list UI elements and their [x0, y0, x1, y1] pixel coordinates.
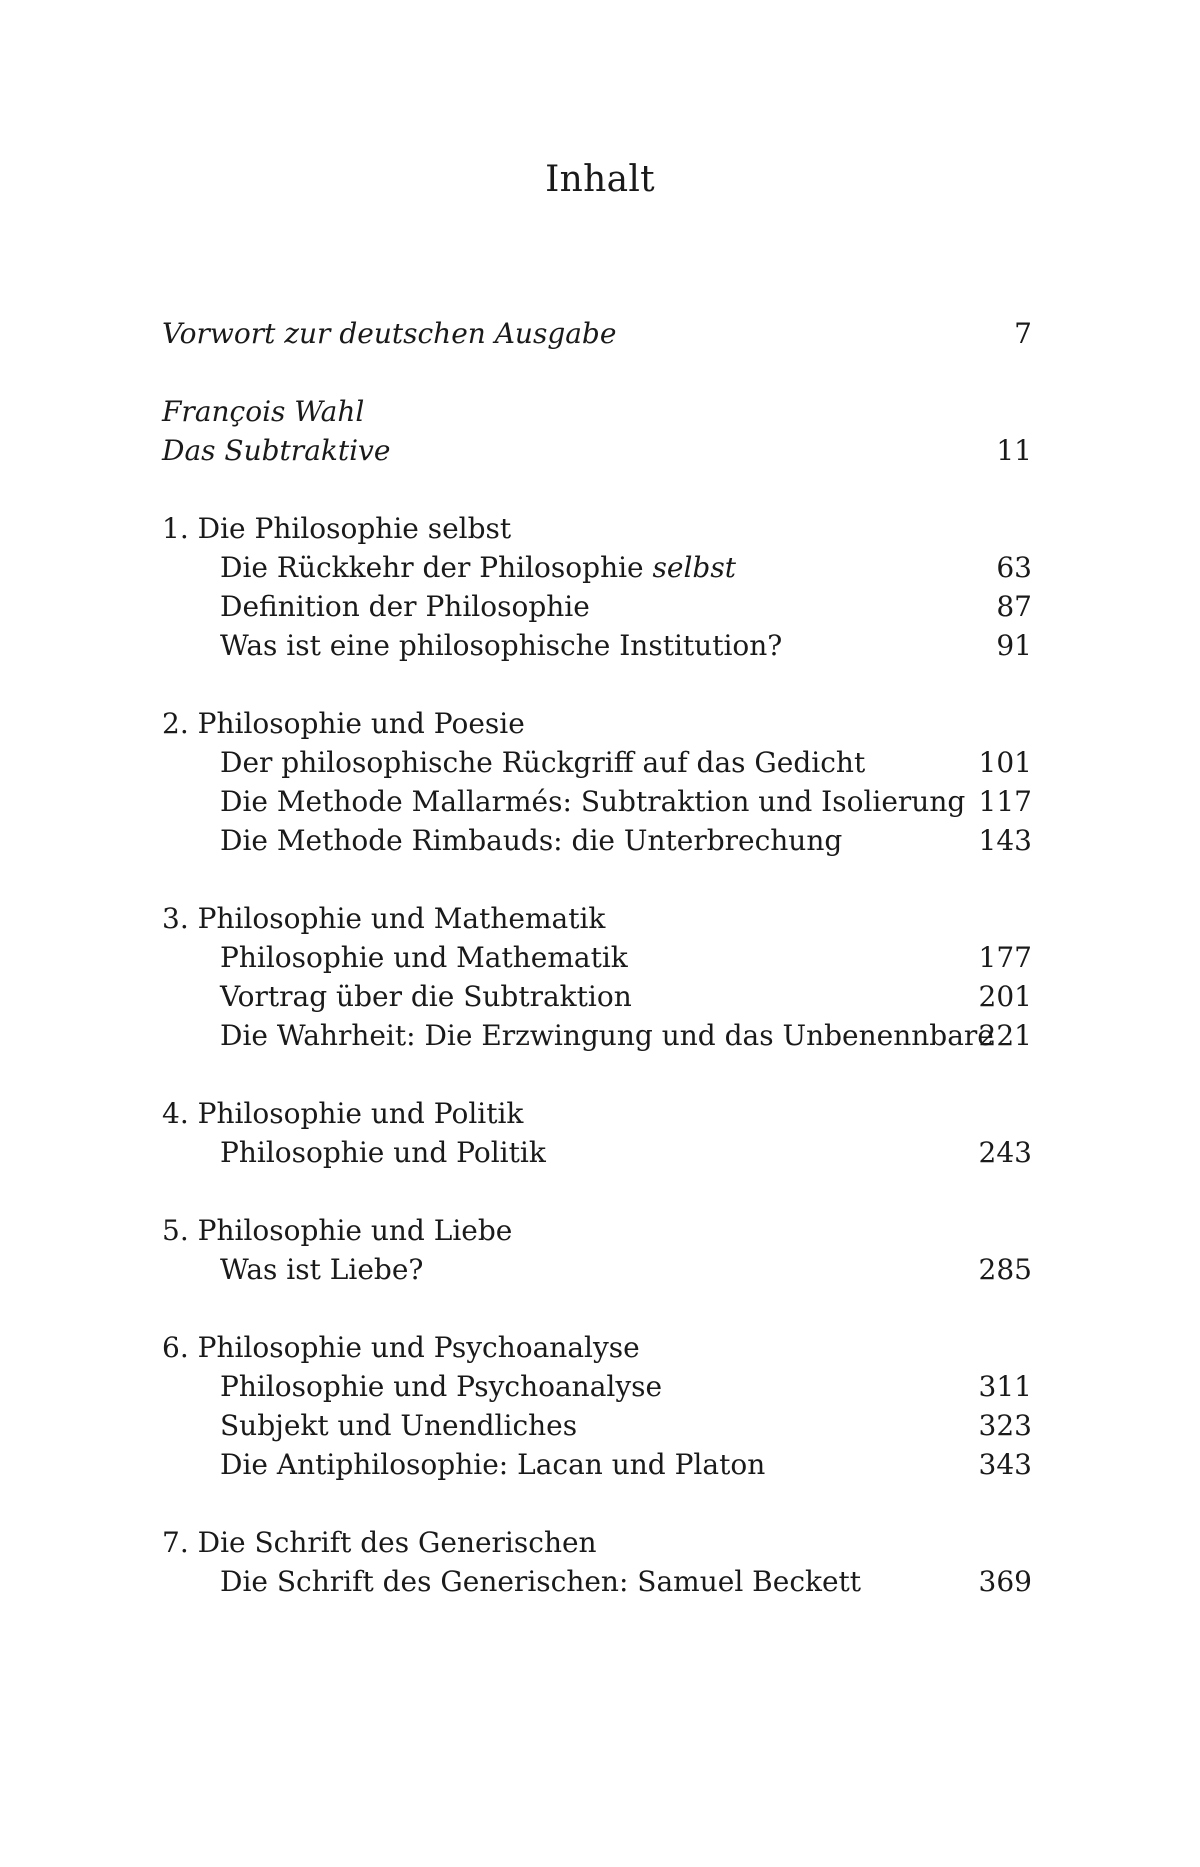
toc-entry-page: 221 [978, 1019, 1032, 1052]
toc-entry-title: Die Wahrheit: Die Erzwingung und das Unbenennbare [220, 1019, 994, 1052]
toc-author-line [162, 392, 1032, 431]
toc-chapter-heading-text: 7. Die Schrift des Generischen [162, 1526, 597, 1559]
toc-entry[interactable] [162, 977, 1032, 1016]
toc-entry-title: Was ist Liebe? [220, 1253, 424, 1286]
toc-entry-page: 91 [996, 629, 1032, 662]
toc-entry[interactable] [162, 1367, 1032, 1406]
toc-entry-page: 311 [978, 1370, 1032, 1403]
toc-entry-title: Philosophie und Psychoanalyse [220, 1370, 663, 1403]
toc-chapter-heading-text: 2. Philosophie und Poesie [162, 707, 525, 740]
toc-entry-page: 11 [996, 434, 1032, 467]
page-title: Inhalt [545, 159, 655, 200]
toc-entry-title: Vorwort zur deutschen Ausgabe [162, 317, 617, 350]
toc-entry[interactable] [162, 431, 1032, 470]
toc-entry-title: Philosophie und Politik [220, 1136, 546, 1169]
toc-entry[interactable] [162, 821, 1032, 860]
toc-entry-title: Die Methode Mallarmés: Subtraktion und Isolierung [220, 785, 966, 818]
toc-group-wahl [162, 392, 1032, 470]
toc-entry[interactable] [162, 1250, 1032, 1289]
toc-chapter-heading-text: 4. Philosophie und Politik [162, 1097, 524, 1130]
toc-chapter-3 [162, 899, 1032, 1055]
toc-entry-title-main: Die Rückkehr der Philosophie [220, 551, 653, 584]
toc-chapter-heading-text: 3. Philosophie und Mathematik [162, 902, 606, 935]
toc-chapter-heading[interactable] [162, 1328, 1032, 1367]
toc-entry-title: Die Methode Rimbauds: die Unterbrechung [220, 824, 843, 857]
toc-entry[interactable] [162, 1406, 1032, 1445]
toc-group-foreword [162, 314, 1032, 353]
toc-entry-title [220, 548, 736, 587]
toc-entry-page: 101 [978, 746, 1032, 779]
toc-entry-page: 7 [1014, 317, 1032, 350]
toc-entry-page: 285 [978, 1253, 1032, 1286]
toc-chapter-7 [162, 1523, 1032, 1601]
toc-chapter-heading[interactable] [162, 509, 1032, 548]
toc-entry[interactable] [162, 1133, 1032, 1172]
toc-entry[interactable] [162, 548, 1032, 587]
toc-entry-title: Die Schrift des Generischen: Samuel Beckett [220, 1565, 862, 1598]
toc-entry[interactable] [162, 314, 1032, 353]
toc-entry-title: Definition der Philosophie [220, 590, 590, 623]
toc-entry-title: Was ist eine philosophische Institution? [220, 629, 783, 662]
toc-chapter-heading[interactable] [162, 1094, 1032, 1133]
toc-entry-page: 323 [978, 1409, 1032, 1442]
toc-chapter-heading[interactable] [162, 1523, 1032, 1562]
toc-entry-page: 143 [978, 824, 1032, 857]
toc-entry-page: 63 [996, 551, 1032, 584]
toc-entry-page: 243 [978, 1136, 1032, 1169]
toc-entry-title: Subjekt und Unendliches [220, 1409, 578, 1442]
toc-chapter-4 [162, 1094, 1032, 1172]
toc-entry-title: Die Antiphilosophie: Lacan und Platon [220, 1448, 766, 1481]
toc-chapter-heading[interactable] [162, 704, 1032, 743]
toc-entry-page: 177 [978, 941, 1032, 974]
toc-author: François Wahl [162, 395, 365, 428]
toc-entry[interactable] [162, 587, 1032, 626]
toc-entry-page: 343 [978, 1448, 1032, 1481]
toc-entry[interactable] [162, 743, 1032, 782]
toc-chapter-heading-text: 6. Philosophie und Psychoanalyse [162, 1331, 640, 1364]
toc-entry-title: Vortrag über die Subtraktion [220, 980, 632, 1013]
toc-entry-page: 117 [978, 785, 1032, 818]
toc-chapter-6 [162, 1328, 1032, 1484]
toc-entry-title: Philosophie und Mathematik [220, 941, 628, 974]
toc-chapter-heading[interactable] [162, 1211, 1032, 1250]
toc-entry[interactable] [162, 1016, 1032, 1055]
toc-chapter-heading-text: 5. Philosophie und Liebe [162, 1214, 513, 1247]
toc-chapter-heading[interactable] [162, 899, 1032, 938]
toc-entry-page: 369 [978, 1565, 1032, 1598]
toc-chapter-5 [162, 1211, 1032, 1289]
toc-chapter-heading-text: 1. Die Philosophie selbst [162, 512, 512, 545]
toc-entry[interactable] [162, 1445, 1032, 1484]
toc-chapter-2 [162, 704, 1032, 860]
toc-entry[interactable] [162, 782, 1032, 821]
toc-entry-title: Das Subtraktive [162, 434, 391, 467]
toc-entry-page: 87 [996, 590, 1032, 623]
table-of-contents [162, 314, 1032, 1640]
toc-entry[interactable] [162, 626, 1032, 665]
toc-entry-title-emphasis: selbst [652, 551, 736, 584]
toc-entry[interactable] [162, 1562, 1032, 1601]
toc-entry-title: Der philosophische Rückgriff auf das Gedicht [220, 746, 866, 779]
toc-entry-page: 201 [978, 980, 1032, 1013]
toc-entry[interactable] [162, 938, 1032, 977]
toc-chapter-1 [162, 509, 1032, 665]
